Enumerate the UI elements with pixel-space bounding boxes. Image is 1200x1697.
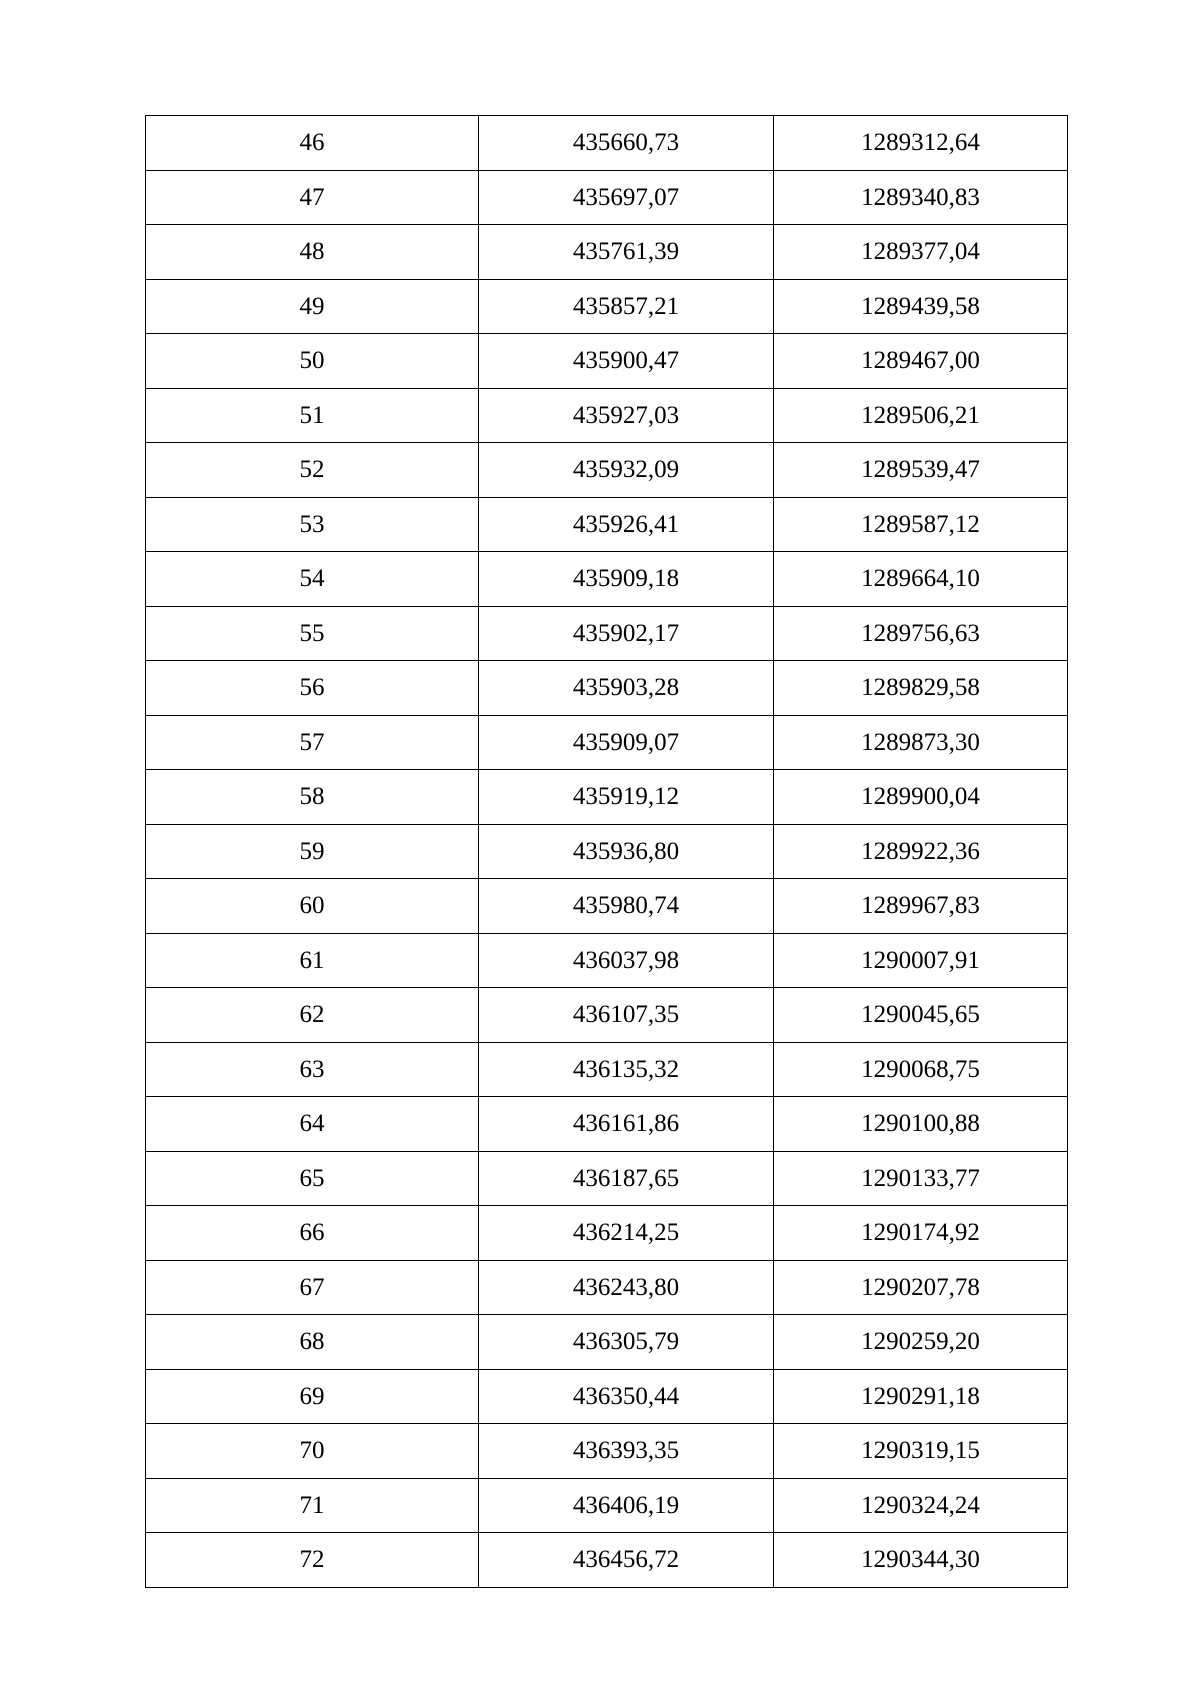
y-coordinate-cell: 1290174,92 xyxy=(774,1206,1068,1261)
table-row xyxy=(146,443,1068,498)
y-coordinate-cell: 1289922,36 xyxy=(774,824,1068,879)
y-coordinate-cell: 1290344,30 xyxy=(774,1533,1068,1588)
y-coordinate-cell: 1289900,04 xyxy=(774,770,1068,825)
point-number-cell: 72 xyxy=(146,1533,479,1588)
x-coordinate-cell: 435902,17 xyxy=(479,606,774,661)
point-number-cell: 67 xyxy=(146,1260,479,1315)
x-coordinate-cell: 436350,44 xyxy=(479,1369,774,1424)
point-number-cell: 46 xyxy=(146,116,479,171)
table-row xyxy=(146,988,1068,1043)
point-number-cell: 71 xyxy=(146,1478,479,1533)
x-coordinate-cell: 435761,39 xyxy=(479,225,774,280)
table-row xyxy=(146,879,1068,934)
point-number-cell: 51 xyxy=(146,388,479,443)
x-coordinate-cell: 435926,41 xyxy=(479,497,774,552)
y-coordinate-cell: 1289873,30 xyxy=(774,715,1068,770)
table-row xyxy=(146,1260,1068,1315)
coordinates-table xyxy=(145,115,1068,1588)
y-coordinate-cell: 1289506,21 xyxy=(774,388,1068,443)
table-row xyxy=(146,225,1068,280)
x-coordinate-cell: 436406,19 xyxy=(479,1478,774,1533)
y-coordinate-cell: 1290324,24 xyxy=(774,1478,1068,1533)
point-number-cell: 56 xyxy=(146,661,479,716)
x-coordinate-cell: 435660,73 xyxy=(479,116,774,171)
y-coordinate-cell: 1289829,58 xyxy=(774,661,1068,716)
table-row xyxy=(146,1315,1068,1370)
y-coordinate-cell: 1290100,88 xyxy=(774,1097,1068,1152)
x-coordinate-cell: 436037,98 xyxy=(479,933,774,988)
x-coordinate-cell: 435936,80 xyxy=(479,824,774,879)
point-number-cell: 70 xyxy=(146,1424,479,1479)
table-row xyxy=(146,1042,1068,1097)
x-coordinate-cell: 435697,07 xyxy=(479,170,774,225)
x-coordinate-cell: 436161,86 xyxy=(479,1097,774,1152)
table-row xyxy=(146,1533,1068,1588)
table-row xyxy=(146,116,1068,171)
point-number-cell: 55 xyxy=(146,606,479,661)
point-number-cell: 66 xyxy=(146,1206,479,1261)
point-number-cell: 61 xyxy=(146,933,479,988)
y-coordinate-cell: 1289756,63 xyxy=(774,606,1068,661)
x-coordinate-cell: 436393,35 xyxy=(479,1424,774,1479)
x-coordinate-cell: 435909,07 xyxy=(479,715,774,770)
table-row xyxy=(146,606,1068,661)
x-coordinate-cell: 436243,80 xyxy=(479,1260,774,1315)
x-coordinate-cell: 435857,21 xyxy=(479,279,774,334)
table-row xyxy=(146,279,1068,334)
table-row xyxy=(146,1424,1068,1479)
table-row xyxy=(146,1369,1068,1424)
table-row xyxy=(146,1151,1068,1206)
table-row xyxy=(146,933,1068,988)
y-coordinate-cell: 1289467,00 xyxy=(774,334,1068,389)
point-number-cell: 50 xyxy=(146,334,479,389)
y-coordinate-cell: 1289377,04 xyxy=(774,225,1068,280)
point-number-cell: 63 xyxy=(146,1042,479,1097)
y-coordinate-cell: 1290068,75 xyxy=(774,1042,1068,1097)
table-row xyxy=(146,552,1068,607)
point-number-cell: 65 xyxy=(146,1151,479,1206)
x-coordinate-cell: 435919,12 xyxy=(479,770,774,825)
table-row xyxy=(146,170,1068,225)
y-coordinate-cell: 1289587,12 xyxy=(774,497,1068,552)
point-number-cell: 58 xyxy=(146,770,479,825)
point-number-cell: 59 xyxy=(146,824,479,879)
y-coordinate-cell: 1289439,58 xyxy=(774,279,1068,334)
y-coordinate-cell: 1290259,20 xyxy=(774,1315,1068,1370)
x-coordinate-cell: 435909,18 xyxy=(479,552,774,607)
y-coordinate-cell: 1289664,10 xyxy=(774,552,1068,607)
y-coordinate-cell: 1290133,77 xyxy=(774,1151,1068,1206)
y-coordinate-cell: 1289340,83 xyxy=(774,170,1068,225)
point-number-cell: 60 xyxy=(146,879,479,934)
point-number-cell: 62 xyxy=(146,988,479,1043)
y-coordinate-cell: 1290291,18 xyxy=(774,1369,1068,1424)
table-row xyxy=(146,497,1068,552)
x-coordinate-cell: 436456,72 xyxy=(479,1533,774,1588)
table-row xyxy=(146,715,1068,770)
point-number-cell: 52 xyxy=(146,443,479,498)
y-coordinate-cell: 1290319,15 xyxy=(774,1424,1068,1479)
table-row xyxy=(146,661,1068,716)
x-coordinate-cell: 436187,65 xyxy=(479,1151,774,1206)
x-coordinate-cell: 436107,35 xyxy=(479,988,774,1043)
y-coordinate-cell: 1290045,65 xyxy=(774,988,1068,1043)
x-coordinate-cell: 435980,74 xyxy=(479,879,774,934)
point-number-cell: 69 xyxy=(146,1369,479,1424)
x-coordinate-cell: 435900,47 xyxy=(479,334,774,389)
table-row xyxy=(146,1206,1068,1261)
y-coordinate-cell: 1289539,47 xyxy=(774,443,1068,498)
point-number-cell: 64 xyxy=(146,1097,479,1152)
x-coordinate-cell: 436214,25 xyxy=(479,1206,774,1261)
x-coordinate-cell: 435903,28 xyxy=(479,661,774,716)
point-number-cell: 57 xyxy=(146,715,479,770)
coordinates-table-body xyxy=(146,116,1068,1588)
y-coordinate-cell: 1289967,83 xyxy=(774,879,1068,934)
point-number-cell: 49 xyxy=(146,279,479,334)
point-number-cell: 53 xyxy=(146,497,479,552)
table-row xyxy=(146,1097,1068,1152)
x-coordinate-cell: 436305,79 xyxy=(479,1315,774,1370)
point-number-cell: 48 xyxy=(146,225,479,280)
x-coordinate-cell: 436135,32 xyxy=(479,1042,774,1097)
y-coordinate-cell: 1289312,64 xyxy=(774,116,1068,171)
table-row xyxy=(146,1478,1068,1533)
point-number-cell: 68 xyxy=(146,1315,479,1370)
x-coordinate-cell: 435932,09 xyxy=(479,443,774,498)
table-row xyxy=(146,824,1068,879)
point-number-cell: 54 xyxy=(146,552,479,607)
point-number-cell: 47 xyxy=(146,170,479,225)
table-row xyxy=(146,334,1068,389)
y-coordinate-cell: 1290207,78 xyxy=(774,1260,1068,1315)
table-row xyxy=(146,770,1068,825)
y-coordinate-cell: 1290007,91 xyxy=(774,933,1068,988)
x-coordinate-cell: 435927,03 xyxy=(479,388,774,443)
table-row xyxy=(146,388,1068,443)
